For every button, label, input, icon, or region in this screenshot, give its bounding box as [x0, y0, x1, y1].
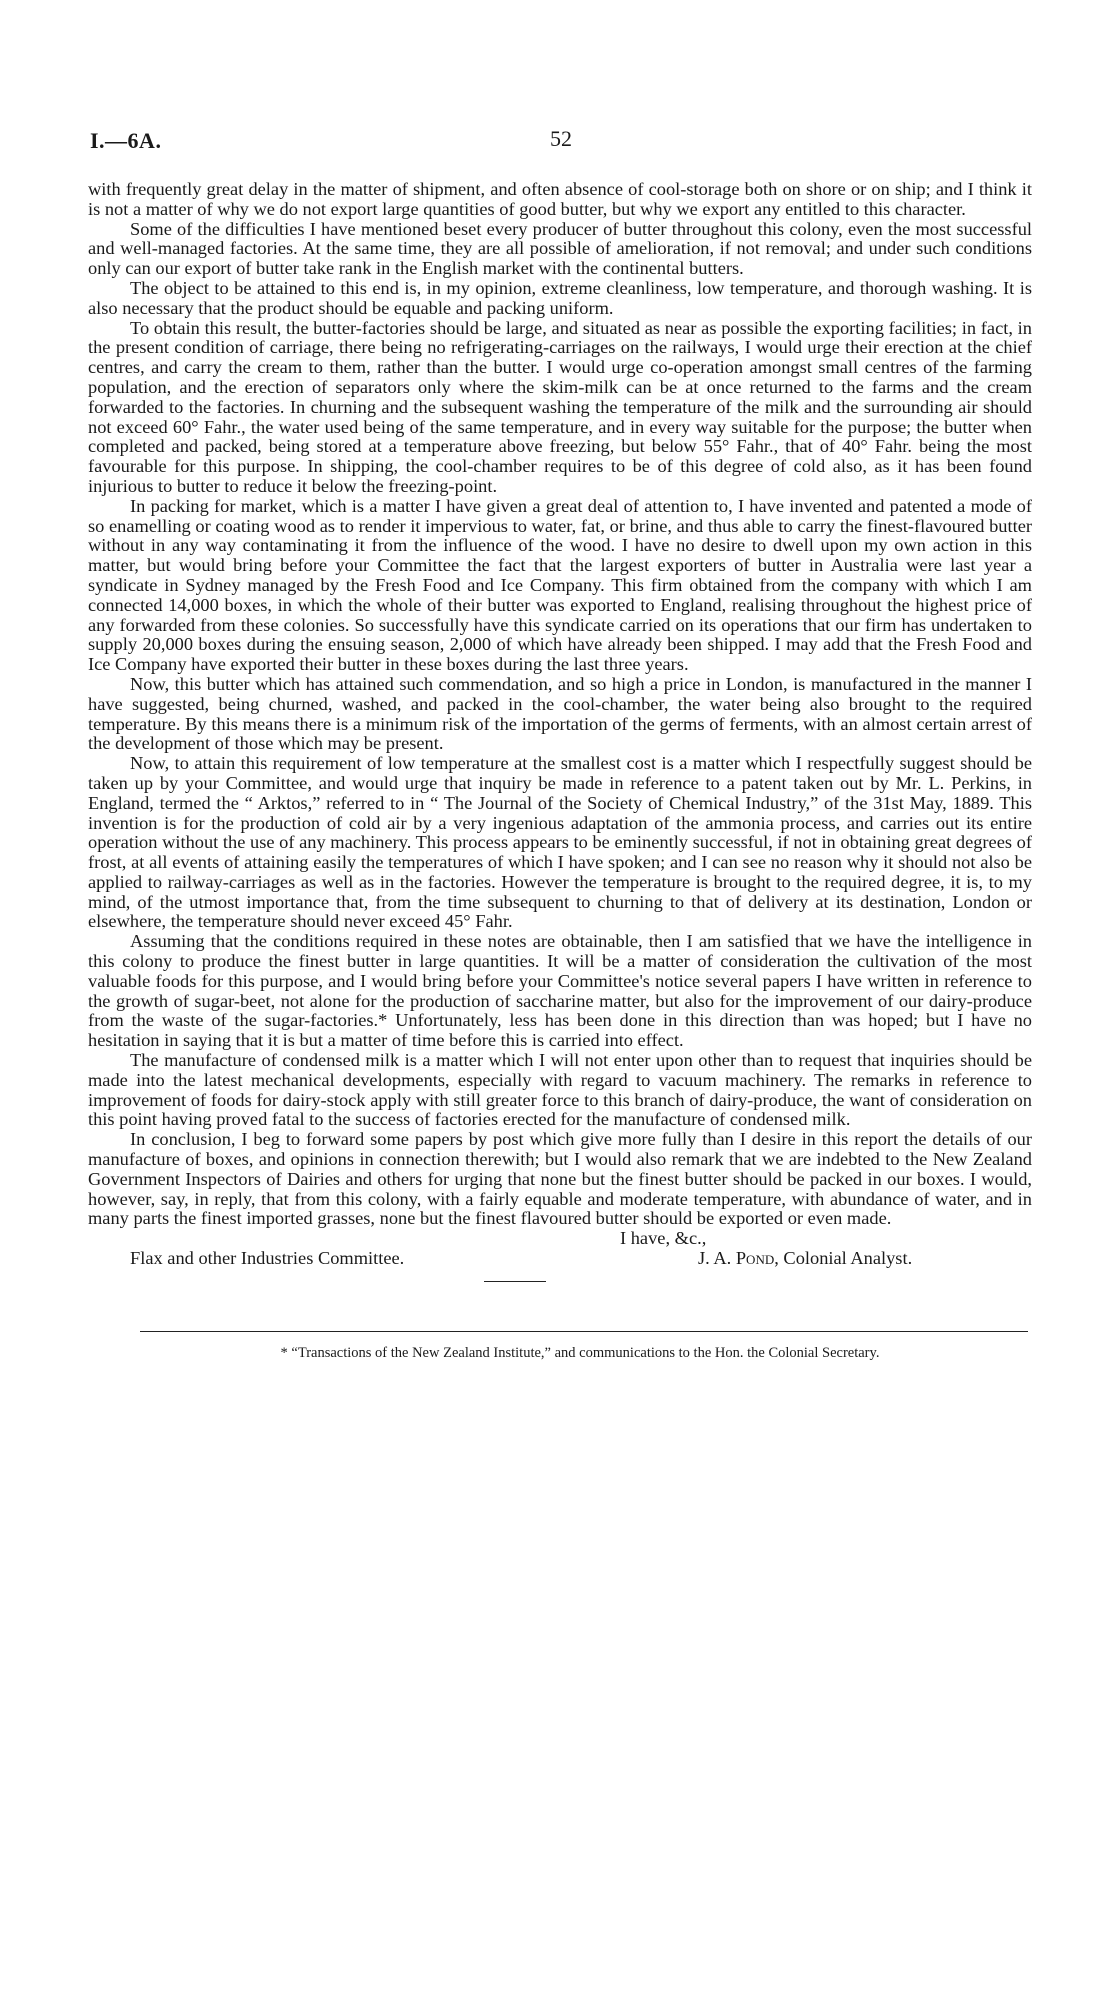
signature-title: , Colonial Analyst. [774, 1248, 913, 1269]
page-number: 52 [550, 126, 572, 151]
paragraph-continued: with frequently great delay in the matter of shipment, and often absence of cool-storage both on shore or on ship; and I think it is not a matter of why we do not export large quantities of good butter, but why we export any entitled to this character. [88, 179, 1032, 219]
paragraph: Now, this butter which has attained such commendation, and so high a price in London, is manufactured in the manner I have suggested, being churned, washed, and packed in the cool-chamber, the water being also brought to the required temperature. By this means there is a minimum risk of the importation of the germs of ferments, with an almost certain arrest of the development of those which may be present. [88, 673, 1032, 754]
page-header [90, 128, 1030, 158]
closing-salutation: I have, &c., [620, 1228, 707, 1249]
paragraph: The object to be attained to this end is, in my opinion, extreme cleanliness, low temperature, and thorough washing. It is also necessary that the product should be equable and packing uniform. [88, 277, 1032, 318]
addressee: Flax and other Industries Committee. [130, 1248, 405, 1269]
paragraph: In packing for market, which is a matter I have given a great deal of attention to, I have invented and patented a mode of so enamelling or coating wood as to render it impervious to water, fat, or brine, and thus able to carry the finest-flavoured butter without in any way contaminating it from the influence of the wood. I have no desire to dwell upon my own action in this matter, but would bring before your Committee the fact that the largest exporters of butter in Australia were last year a syndicate in Sydney managed by the Fresh Food and Ice Company. This firm obtained from the company with which I am connected 14,000 boxes, in which the whole of their butter was exported to England, realising throughout the highest price of any forwarded from these colonies. So successfully have this syndicate carried on its operations that our firm has undertaken to supply 20,000 boxes during the ensuing season, 2,000 of which have already been shipped. I may add that the Fresh Food and Ice Company have exported their butter in these boxes during the last three years. [88, 495, 1032, 675]
paragraph: Now, to attain this requirement of low temperature at the smallest cost is a matter which I respectfully suggest should be taken up by your Committee, and would urge that inquiry be made in reference to a patent taken out by Mr. L. Perkins, in England, termed the “ Arktos,” referred to in “ The Journal of the Society of Chemical Industry,” of the 31st May, 1889. This invention is for the production of cold air by a very ingenious adaptation of the ammonia process, and carries out its entire operation without the use of any machinery. This process appears to be eminently successful, if not in obtaining great degrees of frost, at all events of attaining easily the temperatures of which I have spoken; and I can see no reason why it should not also be applied to railway-carriages as well as in the factories. However the temperature is brought to the required degree, it is, to my mind, of the utmost importance that, from the time subsequent to churning to that of delivery at its destination, London or elsewhere, the temperature should never exceed 45° Fahr. [88, 753, 1032, 932]
paragraph: In conclusion, I beg to forward some papers by post which give more fully than I desire in this report the details of our manufacture of boxes, and opinions in connection therewith; but I would also remark that we are indebted to the New Zealand Government Inspectors of Dairies and others for urging that none but the finest butter should be packed in our boxes. I would, however, say, in reply, that from this colony, with a fairly equable and moderate temperature, with abundance of water, and in many parts the finest imported grasses, none but the finest flavoured butter should be exported or even made. [88, 1129, 1032, 1229]
footnote-rule [140, 1331, 1028, 1332]
footnote: * “Transactions of the New Zealand Institute,” and communications to the Hon. the Colonial Secretary. [280, 1345, 880, 1361]
paragraph: Some of the difficulties I have mentioned beset every producer of butter throughout this colony, even the most successful and well-managed factories. At the same time, they are all possible of amelioration, if not removal; and under such conditions only can our export of butter take rank in the English market with the continental butters. [88, 218, 1032, 279]
closing-salutation-row [88, 1229, 1032, 1249]
signature-initials: J. A. [698, 1248, 732, 1269]
paragraph: Assuming that the conditions required in these notes are obtainable, then I am satisfied that we have the intelligence in this colony to produce the finest butter in large quantities. It will be a matter of consideration the cultivation of the most valuable foods for this purpose, and I would bring before your Committee's notice several papers I have written in reference to the growth of sugar-beet, not alone for the production of saccharine matter, but also for the improvement of our dairy-produce from the waste of the sugar-factories.* Unfortunately, less has been done in this direction than was hoped; but I have no hesitation in saying that it is but a matter of time before this is carried into effect. [88, 931, 1032, 1051]
paragraph: The manufacture of condensed milk is a matter which I will not enter upon other than to request that inquiries should be made into the latest mechanical developments, especially with regard to vacuum machinery. The remarks in reference to improvement of foods for dairy-stock apply with still greater force to this branch of dairy-produce, the want of consideration on this point having proved fatal to the success of factories erected for the manufacture of condensed milk. [88, 1050, 1032, 1130]
body-text [88, 180, 1032, 1269]
paragraph: To obtain this result, the butter-factories should be large, and situated as near as possible the exporting facilities; in fact, in the present condition of carriage, there being no refrigerating-carriages on the railways, I would urge their erection at the chief centres, and carry the cream to them, rather than the butter. I would urge co-operation amongst small centres of the farming population, and the erection of separators only where the skim-milk can be at once returned to the farms and the cream forwarded to the factories. In churning and the subsequent washing the temperature of the milk and the surrounding air should not exceed 60° Fahr., the water used being of the same temperature, and in every way suitable for the purpose; the butter when completed and packed, being stored at a temperature above freezing, but below 55° Fahr., that of 40° Fahr. being the most favourable for this purpose. In shipping, the cool-chamber requires to be of this degree of cold also, as it has been found injurious to butter to reduce it below the freezing-point. [88, 317, 1032, 496]
document-reference: I.—6A. [90, 128, 162, 153]
section-divider [484, 1281, 546, 1282]
closing-signature-row [88, 1249, 1032, 1269]
signature-name: Pond [735, 1248, 775, 1269]
signature [698, 1249, 912, 1269]
